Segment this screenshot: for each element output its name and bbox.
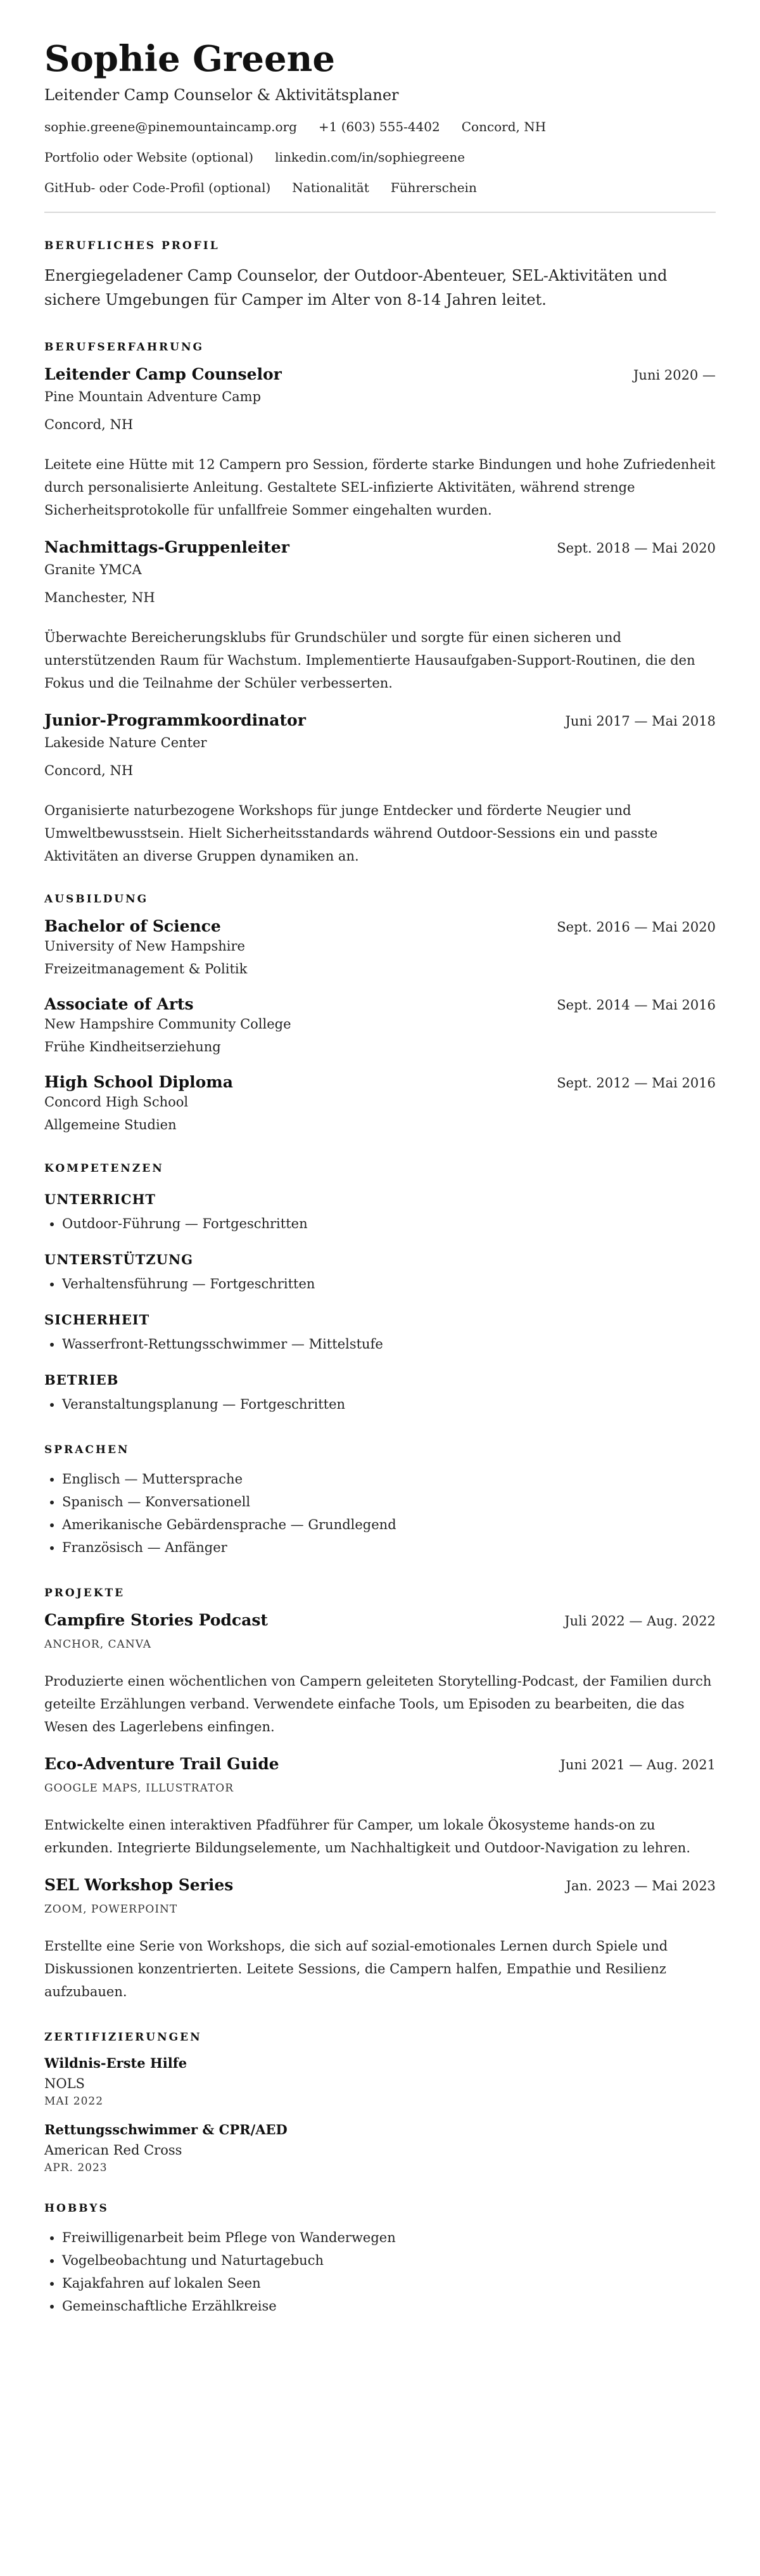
skills-section [44, 1162, 716, 1416]
education-degree: Bachelor of Science [44, 917, 221, 935]
candidate-name: Sophie Greene [44, 38, 335, 80]
candidate-headline: Leitender Camp Counselor & Aktivitätsplaner [44, 86, 399, 104]
skill-list [44, 1393, 716, 1416]
experience-entry [44, 711, 716, 868]
certifications-section-title: ZERTIFIZIERUNGEN [44, 2031, 202, 2044]
project-entry [44, 1876, 716, 2003]
education-field: Frühe Kindheitserziehung [44, 1039, 221, 1054]
language-item: • Französisch — Anfänger [62, 1536, 716, 1559]
projects-section-title: PROJEKTE [44, 1587, 125, 1599]
profile-summary: Energiegeladener Camp Counselor, der Outdoor-Abenteuer, SEL-Aktivitäten und sichere Umgebungen für Camper im Alter von 8-14 Jahren leitet. [44, 267, 668, 309]
language-item: • Amerikanische Gebärdensprache — Grundlegend [62, 1513, 716, 1536]
certification-date: APR. 2023 [44, 2162, 108, 2174]
hobby-list [44, 2226, 716, 2317]
project-tech: GOOGLE MAPS, ILLUSTRATOR [44, 1782, 234, 1795]
education-degree: High School Diploma [44, 1073, 233, 1091]
resume-header [44, 38, 716, 196]
education-section-title: AUSBILDUNG [44, 893, 149, 906]
experience-date: Sept. 2018 — Mai 2020 [557, 541, 716, 556]
project-tech: ANCHOR, CANVA [44, 1638, 152, 1651]
skill-list [44, 1272, 716, 1295]
contact-linkedin[interactable]: linkedin.com/in/sophiegreene [275, 150, 466, 165]
education-entry [44, 1073, 716, 1134]
certification-name: Wildnis-Erste Hilfe [44, 2055, 187, 2071]
education-date: Sept. 2016 — Mai 2020 [557, 920, 716, 935]
project-tech: ZOOM, POWERPOINT [44, 1903, 178, 1916]
projects-section [44, 1587, 716, 2003]
experience-date: Juni 2020 — [633, 368, 716, 383]
profile-section-title: BERUFLICHES PROFIL [44, 240, 220, 252]
education-school: New Hampshire Community College [44, 1016, 291, 1032]
experience-role: Junior-Programmkoordinator [44, 711, 306, 729]
certification-date: MAI 2022 [44, 2095, 104, 2108]
project-description: Entwickelte einen interaktiven Pfadführer für Camper, um lokale Ökosysteme hands-on zu erkunden. Integrierte Bildungselemente, um Nachhaltigkeit und Outdoor-Navigation zu lehren. [44, 1817, 690, 1855]
project-date: Juli 2022 — Aug. 2022 [564, 1613, 716, 1629]
experience-org: Lakeside Nature Center [44, 735, 207, 750]
language-list [44, 1468, 716, 1559]
project-date: Jan. 2023 — Mai 2023 [566, 1878, 716, 1894]
project-date: Juni 2021 — Aug. 2021 [560, 1757, 716, 1772]
language-item: • Spanisch — Konversationell [62, 1490, 716, 1513]
hobby-item: • Kajakfahren auf lokalen Seen [62, 2272, 716, 2295]
skill-item: • Outdoor-Führung — Fortgeschritten [62, 1212, 716, 1235]
experience-location: Manchester, NH [44, 590, 155, 605]
experience-entry [44, 538, 716, 695]
education-entry [44, 995, 716, 1056]
contact-portfolio[interactable]: Portfolio oder Website (optional) [44, 150, 254, 165]
hobby-item: • Freiwilligenarbeit beim Pflege von Wanderwegen [62, 2226, 716, 2249]
contact-email[interactable]: sophie.greene@pinemountaincamp.org [44, 119, 297, 134]
skill-list [44, 1212, 716, 1235]
project-description: Produzierte einen wöchentlichen von Campern geleiteten Storytelling-Podcast, der Familien durch geteilte Erzählungen verband. Verwendete einfache Tools, um Episoden zu bearbeiten, die das Wesen des Lagerlebens einfingen. [44, 1674, 712, 1734]
language-item: • Englisch — Muttersprache [62, 1468, 716, 1490]
certification-name: Rettungsschwimmer & CPR/AED [44, 2122, 288, 2137]
languages-section-title: SPRACHEN [44, 1444, 130, 1456]
education-date: Sept. 2014 — Mai 2016 [557, 997, 716, 1013]
hobbies-section-title: HOBBYS [44, 2202, 109, 2215]
project-name: Eco-Adventure Trail Guide [44, 1755, 279, 1773]
contact-location: Concord, NH [461, 119, 547, 134]
contact-row-primary [44, 118, 716, 136]
education-date: Sept. 2012 — Mai 2016 [557, 1075, 716, 1091]
skill-list [44, 1333, 716, 1355]
skill-item: • Wasserfront-Rettungsschwimmer — Mittelstufe [62, 1333, 716, 1355]
hobby-item: • Vogelbeobachtung und Naturtagebuch [62, 2249, 716, 2272]
education-section [44, 893, 716, 1134]
certification-entry [44, 2122, 716, 2174]
project-name: Campfire Stories Podcast [44, 1611, 268, 1629]
experience-section [44, 341, 716, 868]
languages-section [44, 1444, 716, 1559]
education-entry [44, 917, 716, 978]
education-school: Concord High School [44, 1094, 189, 1110]
contact-github[interactable]: GitHub- oder Code-Profil (optional) [44, 180, 271, 195]
education-degree: Associate of Arts [44, 995, 194, 1013]
certifications-section [44, 2031, 716, 2174]
skill-item: • Veranstaltungsplanung — Fortgeschritten [62, 1393, 716, 1416]
project-name: SEL Workshop Series [44, 1876, 234, 1894]
experience-role: Leitender Camp Counselor [44, 365, 282, 383]
education-school: University of New Hampshire [44, 939, 245, 954]
experience-location: Concord, NH [44, 763, 134, 778]
skill-item: • Verhaltensführung — Fortgeschritten [62, 1272, 716, 1295]
experience-description: Überwachte Bereicherungsklubs für Grundschüler und sorgte für einen sicheren und unterstützenden Raum für Wachstum. Implementierte Hausaufgaben-Support-Routinen, die den Fokus und die Teilnahme der Schüler verbesserten. [44, 630, 695, 691]
profile-section [44, 240, 716, 312]
skill-category: BETRIEB [44, 1372, 119, 1388]
experience-description: Organisierte naturbezogene Workshops für junge Entdecker und förderte Neugier und Umweltbewusstsein. Hielt Sicherheitsstandards während Outdoor-Sessions ein und passte Aktivitäten an diverse Gruppen dynamiken an. [44, 803, 658, 864]
certification-entry [44, 2055, 716, 2108]
project-description: Erstellte eine Serie von Workshops, die sich auf sozial-emotionales Lernen durch Spiele und Diskussionen konzentrierten. Leitete Sessions, die Campern halfen, Empathie und Resilienz aufzubauen. [44, 1938, 668, 1999]
experience-location: Concord, NH [44, 417, 134, 432]
experience-org: Granite YMCA [44, 562, 142, 577]
hobbies-section [44, 2202, 716, 2317]
skill-category: UNTERSTÜTZUNG [44, 1252, 194, 1267]
skills-section-title: KOMPETENZEN [44, 1162, 164, 1175]
contact-nationality: Nationalität [292, 180, 369, 195]
experience-description: Leitete eine Hütte mit 12 Campern pro Session, förderte starke Bindungen und hohe Zufriedenheit durch personalisierte Anleitung. Gestaltete SEL-infizierte Aktivitäten, während strenge Sicherheitsprotokolle für unfallfreie Sommer eingehalten wurden. [44, 457, 716, 518]
contact-phone[interactable]: +1 (603) 555-4402 [318, 119, 440, 134]
contact-row-links [44, 148, 716, 166]
certification-issuer: NOLS [44, 2076, 85, 2091]
skill-category: UNTERRICHT [44, 1191, 156, 1207]
education-field: Allgemeine Studien [44, 1117, 177, 1132]
experience-org: Pine Mountain Adventure Camp [44, 389, 262, 404]
contact-row-extra [44, 179, 716, 196]
project-entry [44, 1611, 716, 1738]
experience-role: Nachmittags-Gruppenleiter [44, 538, 289, 556]
experience-entry [44, 365, 716, 522]
project-entry [44, 1755, 716, 1859]
experience-date: Juni 2017 — Mai 2018 [565, 714, 716, 729]
skill-category: SICHERHEIT [44, 1312, 150, 1328]
education-field: Freizeitmanagement & Politik [44, 961, 248, 977]
hobby-item: • Gemeinschaftliche Erzählkreise [62, 2295, 716, 2317]
contact-license: Führerschein [390, 180, 477, 195]
experience-section-title: BERUFSERFAHRUNG [44, 341, 205, 354]
header-divider [44, 212, 716, 213]
certification-issuer: American Red Cross [44, 2143, 182, 2158]
